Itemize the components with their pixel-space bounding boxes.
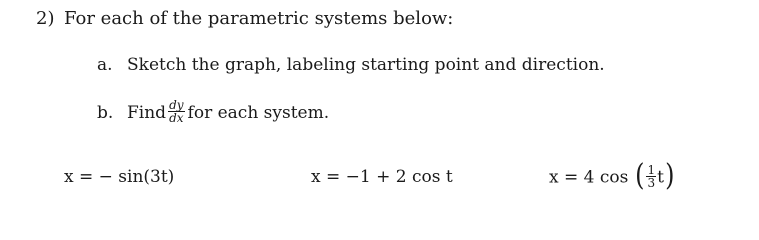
equation-1: x = − sin(3t)	[64, 167, 175, 187]
equation-3	[549, 158, 676, 193]
derivative-denominator: dx	[169, 111, 184, 125]
problem-number: 2)	[36, 8, 55, 29]
one-third-fraction	[646, 164, 656, 189]
equation-3-variable: t	[657, 167, 664, 188]
item-b	[97, 98, 330, 126]
problem-text: For each of the parametric systems below:	[64, 8, 454, 29]
item-b-find: Find	[127, 103, 167, 123]
fraction-numerator: 1	[647, 162, 656, 177]
fraction-denominator: 3	[647, 175, 656, 190]
item-a	[97, 55, 605, 75]
derivative-numerator: dy	[169, 98, 184, 112]
equation-2: x = −1 + 2 cos t	[311, 167, 453, 187]
right-paren: )	[665, 158, 675, 193]
item-a-label: a.	[97, 55, 113, 75]
left-paren: (	[634, 158, 645, 193]
equation-3-prefix: x = 4 cos	[549, 167, 629, 188]
item-b-label: b.	[97, 103, 114, 123]
item-b-rest: for each system.	[187, 103, 330, 123]
item-a-text: Sketch the graph, labeling starting point and direction.	[127, 55, 605, 75]
problem-statement	[36, 8, 453, 29]
derivative-fraction	[168, 99, 184, 124]
